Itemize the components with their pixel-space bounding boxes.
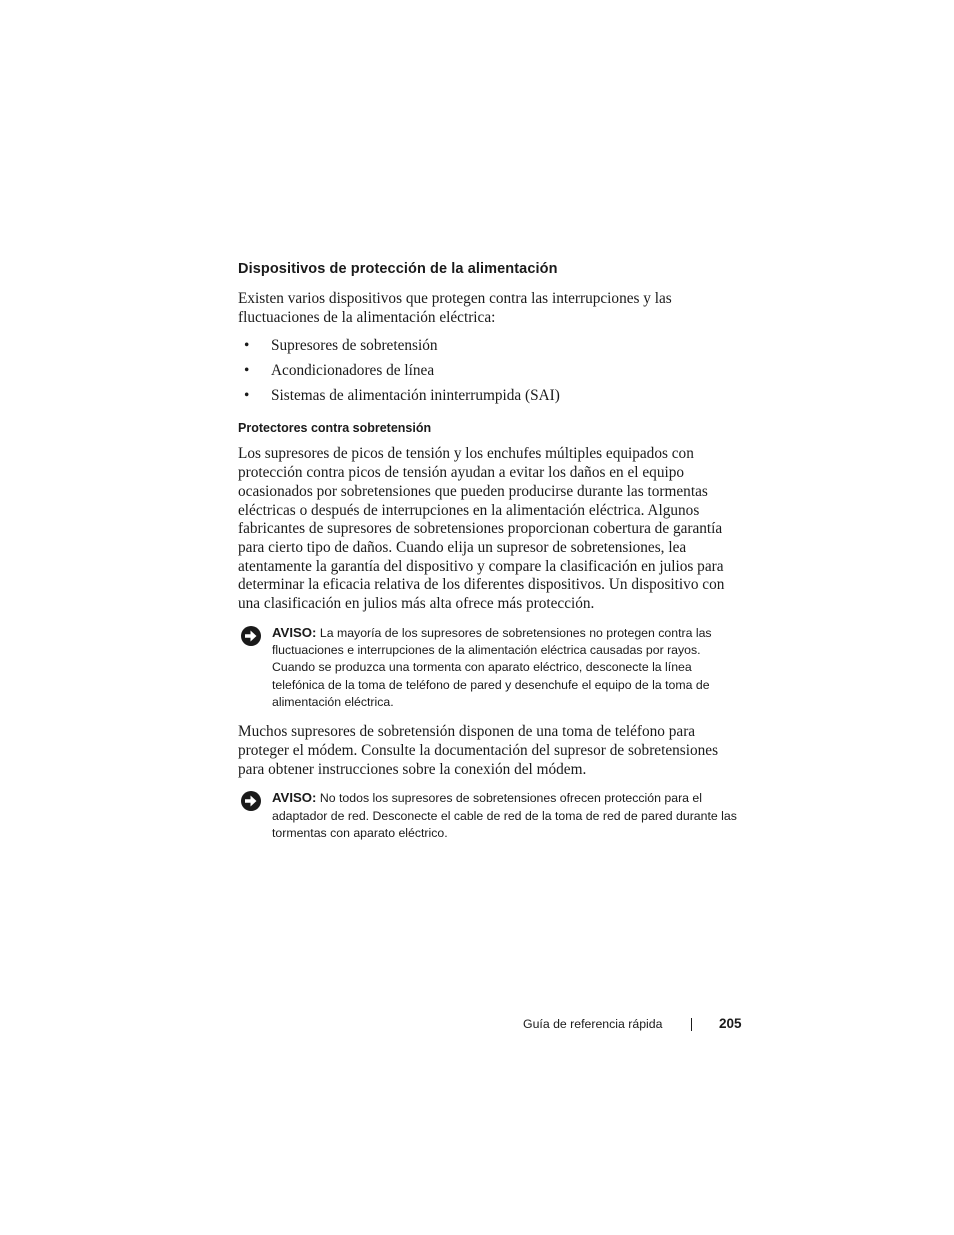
list-item <box>238 362 738 380</box>
footer-separator <box>691 1018 692 1031</box>
page-content <box>238 258 738 854</box>
notice-text <box>272 624 738 711</box>
footer-title: Guía de referencia rápida <box>523 1017 663 1031</box>
section-heading: Dispositivos de protección de la alimentación <box>238 261 558 277</box>
notice-label: AVISO: <box>272 624 317 640</box>
page-number: 205 <box>719 1016 742 1031</box>
modem-paragraph: Muchos supresores de sobretensión disponen de una toma de teléfono para proteger el módem. Consulte la documentación del supresor de sobretensiones para obtener instrucciones sobre la conexión del módem. <box>238 723 719 778</box>
intro-paragraph: Existen varios dispositivos que protegen contra las interrupciones y las fluctuaciones de la alimentación eléctrica: <box>238 290 672 326</box>
surge-protector-paragraph: Los supresores de picos de tensión y los enchufes múltiples equipados con protección contra picos de tensión ayudan a evitar los daños en el equipo ocasionados por sobretensiones que pueden producirse durante las tormentas eléctricas o después de interrupciones en la alimentación eléctrica. Algunos fabricantes de supresores de sobretensiones proporcionan cobertura de garantía para cierto tipo de daños. Cuando elija un supresor de sobretensiones, lea atentamente la garantía del dispositivo y compare la clasificación en julios para determinar la eficacia relativa de los diferentes dispositivos. Un dispositivo con una clasificación en julios más alta ofrece más protección. <box>238 445 725 613</box>
list-item <box>238 337 738 355</box>
notice-text <box>272 789 738 842</box>
notice-arrow-icon <box>240 790 262 812</box>
list-item <box>238 387 738 405</box>
device-list <box>238 337 738 405</box>
list-item-text: Supresores de sobretensión <box>271 337 438 355</box>
subsection-heading: Protectores contra sobretensión <box>238 421 432 436</box>
bullet-symbol: • <box>244 362 250 380</box>
notice-label: AVISO: <box>272 790 317 806</box>
notice-body: La mayoría de los supresores de sobretensiones no protegen contra las fluctuaciones e interrupciones de la alimentación eléctrica causadas por rayos. Cuando se produzca una tormenta con aparato eléctrico, desconecte la línea telefónica de la toma de teléfono de pared y desenchufe el equipo de la toma de alimentación eléctrica. <box>272 625 712 709</box>
notice-body: No todos los supresores de sobretensiones ofrecen protección para el adaptador de red. Desconecte el cable de red de la toma de red de pared durante las tormentas con aparato eléctrico. <box>272 791 737 840</box>
list-item-text: Sistemas de alimentación ininterrumpida (SAI) <box>271 387 560 405</box>
notice-network <box>238 789 738 842</box>
notice-arrow-icon <box>240 625 262 647</box>
bullet-symbol: • <box>244 387 250 405</box>
list-item-text: Acondicionadores de línea <box>271 362 435 380</box>
notice-lightning <box>238 624 738 711</box>
bullet-symbol: • <box>244 337 250 355</box>
